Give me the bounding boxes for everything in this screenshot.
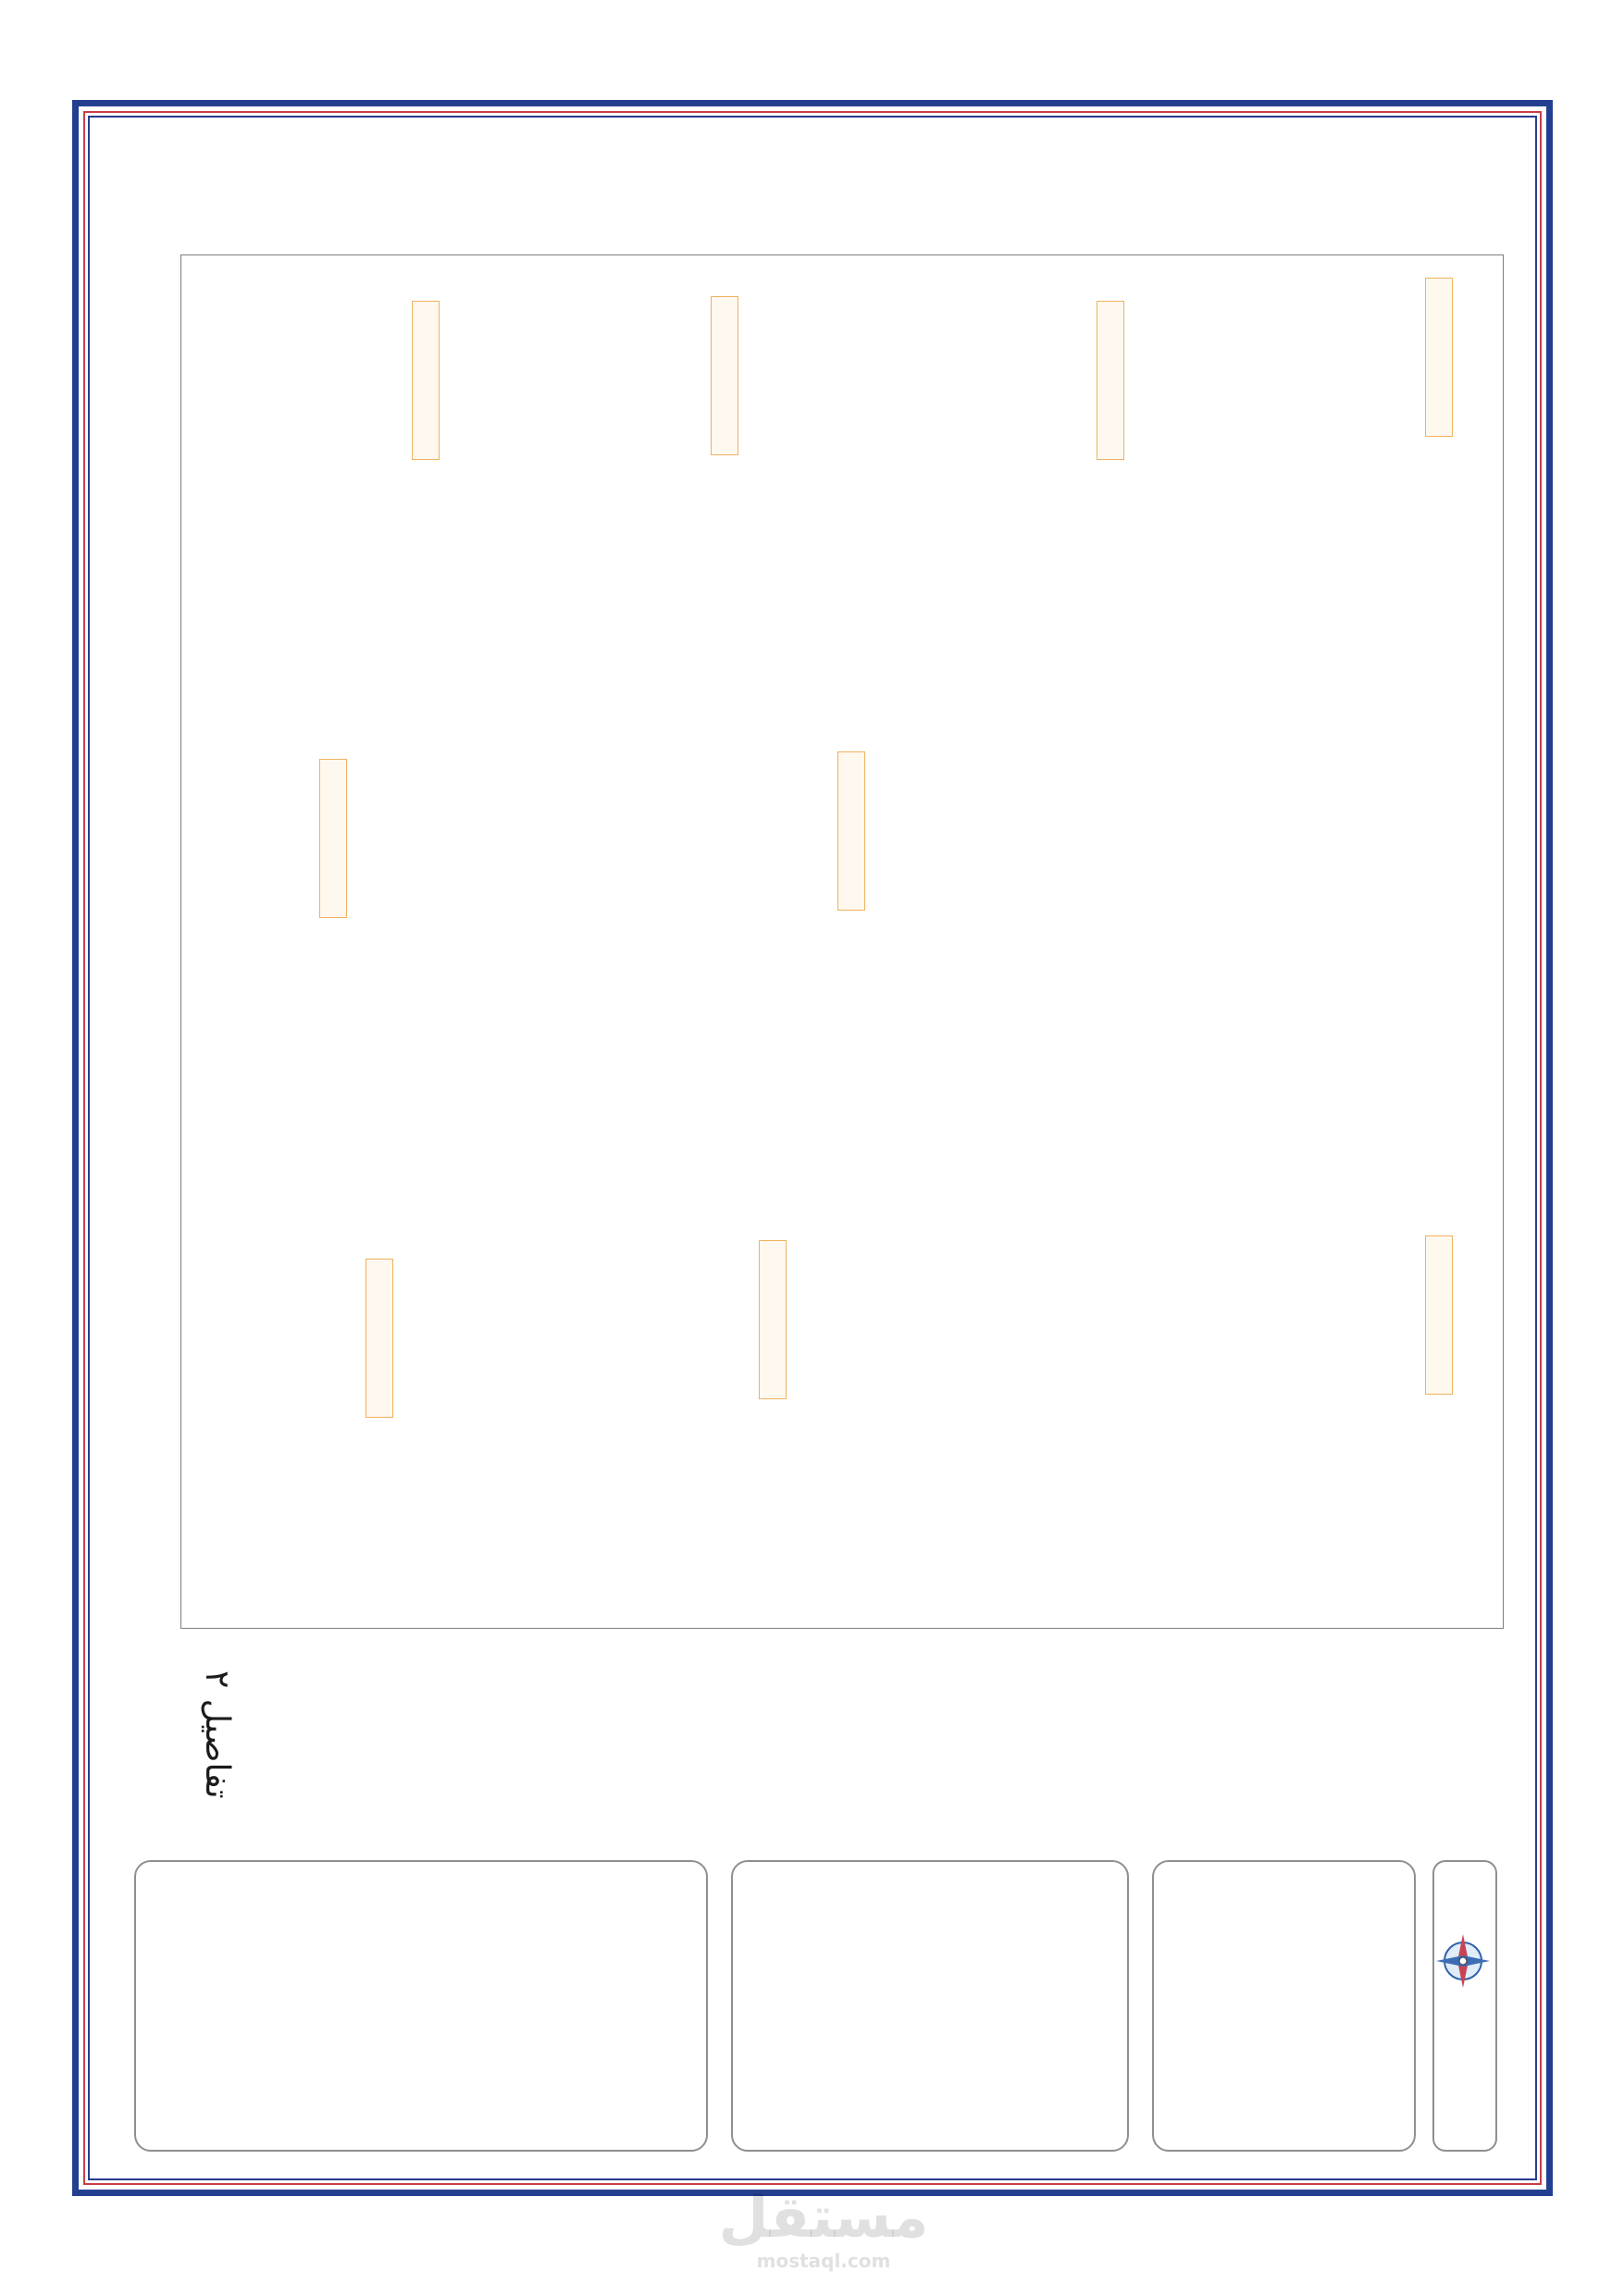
project-table-box [134, 1860, 708, 2152]
section-tag-7 [759, 1240, 787, 1399]
section-tag-1 [1425, 278, 1453, 437]
section-tag-5 [319, 759, 347, 918]
watermark-latin: mostaql.com [756, 2250, 891, 2272]
watermark [717, 2183, 930, 2272]
section-tag-2 [1097, 301, 1124, 460]
section-tag-9 [412, 301, 440, 460]
legend-box [1152, 1860, 1416, 2152]
notes-sheet [180, 254, 1504, 1629]
sheet-side-title: تفاصيل ٢ [198, 1670, 236, 1799]
section-tag-8 [366, 1259, 393, 1418]
section-tag-3 [711, 296, 738, 455]
title-box [1432, 1860, 1497, 2152]
section-tag-6 [1425, 1235, 1453, 1395]
watermark-arabic: مستقل [718, 2183, 929, 2251]
compass-icon [1427, 1925, 1499, 1997]
info-box [731, 1860, 1129, 2152]
section-tag-4 [837, 751, 865, 911]
